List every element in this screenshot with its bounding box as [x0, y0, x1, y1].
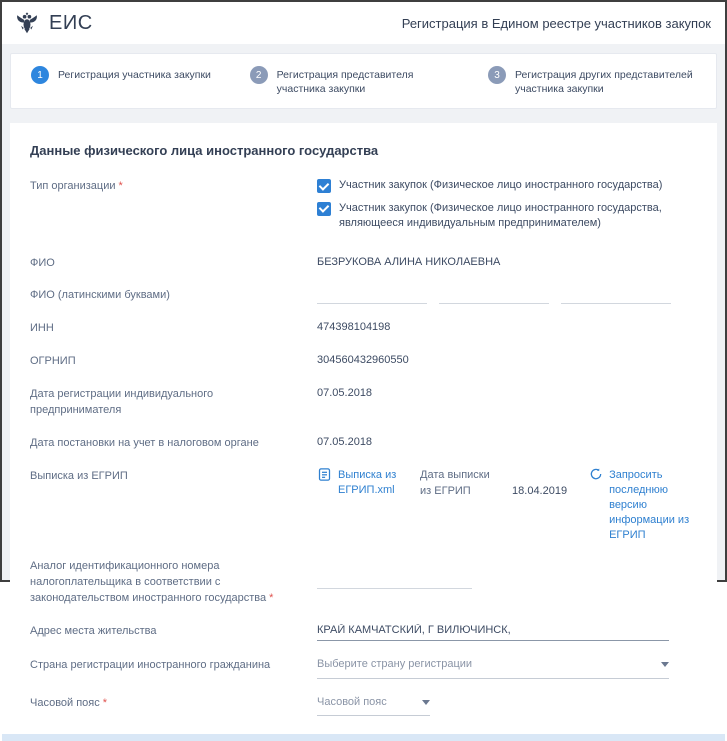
chevron-down-icon	[661, 662, 669, 667]
row-country	[30, 657, 697, 678]
tax-registration-date-label: Дата постановки на учет в налоговом органе	[30, 437, 259, 450]
registration-date-label: Дата регистрации индивидуального предпринимателя	[30, 388, 214, 417]
step-3-badge: 3	[488, 66, 506, 84]
tax-analog-label: Аналог идентификационного номера налогоплательщика в соответствии с законодательством иностранного государства *	[30, 560, 274, 605]
step-1-badge: 1	[31, 66, 49, 84]
tax-analog-field	[317, 558, 697, 589]
checkbox-foreign-entrepreneur[interactable]	[317, 202, 331, 216]
timezone-label: Часовой пояс *	[30, 696, 108, 709]
fio-value: БЕЗРУКОВА АЛИНА НИКОЛАЕВНА	[317, 255, 501, 268]
address-input[interactable]	[317, 624, 669, 641]
timezone-select-placeholder: Часовой пояс	[317, 695, 387, 708]
row-registration-date	[30, 386, 697, 419]
inn-value: 474398104198	[317, 321, 391, 334]
egrip-extract-date-label: Дата выписки из ЕГРИП	[420, 469, 490, 498]
fio-latin-label: ФИО (латинскими буквами)	[30, 289, 170, 302]
row-fio-latin	[30, 287, 697, 304]
required-asterisk: *	[102, 696, 108, 709]
checkbox-foreign-individual[interactable]	[317, 179, 331, 193]
ogrnip-value: 304560432960550	[317, 354, 409, 367]
tax-registration-date-value: 07.05.2018	[317, 436, 373, 449]
fio-latin-inputs	[317, 287, 697, 304]
row-inn	[30, 320, 697, 337]
required-asterisk: *	[118, 180, 123, 193]
required-asterisk: *	[269, 592, 274, 605]
row-timezone	[30, 695, 697, 716]
header	[2, 2, 725, 44]
egrip-extract-date	[420, 468, 567, 500]
step-3-other-representatives-registration[interactable]	[488, 66, 702, 96]
coat-of-arms-icon	[14, 10, 40, 36]
row-egrip-extract	[30, 468, 697, 542]
timezone-select[interactable]	[317, 695, 430, 716]
section-title: Данные физического лица иностранного государства	[30, 143, 379, 159]
row-org-type	[30, 178, 697, 238]
checkbox-foreign-entrepreneur-label: Участник закупок (Физическое лицо иностранного государства, являющееся индивидуальным предпринимателем)	[339, 201, 662, 230]
step-2-representative-registration[interactable]	[250, 66, 462, 96]
fio-label: ФИО	[30, 256, 55, 269]
fio-latin-firstname-input[interactable]	[439, 287, 549, 304]
checkbox-item-individual	[317, 178, 697, 193]
egrip-refresh-link-text: Запросить последнюю версию информации из ЕГРИП	[609, 469, 690, 541]
egrip-extract-value	[317, 468, 697, 542]
egrip-refresh-link[interactable]	[589, 468, 697, 542]
inn-label: ИНН	[30, 322, 54, 335]
logo-text: ЕИС	[49, 11, 93, 34]
row-tax-analog	[30, 558, 697, 607]
timezone-field	[317, 695, 697, 716]
step-2-badge: 2	[250, 66, 268, 84]
chevron-down-icon	[422, 700, 430, 705]
fio-latin-lastname-input[interactable]	[317, 287, 427, 304]
refresh-icon	[589, 467, 603, 481]
egrip-extract-label: Выписка из ЕГРИП	[30, 470, 128, 483]
country-select[interactable]	[317, 657, 669, 678]
eis-logo[interactable]	[14, 10, 93, 36]
row-ogrnip	[30, 353, 697, 370]
egrip-file-link-text: Выписка из ЕГРИП.xml	[338, 469, 397, 496]
step-1-label: Регистрация участника закупки	[58, 69, 211, 81]
row-fio	[30, 255, 697, 272]
tax-analog-input[interactable]	[317, 572, 472, 589]
registration-date-value: 07.05.2018	[317, 387, 373, 400]
step-1-participant-registration[interactable]	[31, 66, 224, 84]
fio-latin-middlename-input[interactable]	[561, 287, 671, 304]
row-tax-registration-date	[30, 435, 697, 452]
country-select-placeholder: Выберите страну регистрации	[317, 658, 473, 671]
ogrnip-label: ОГРНИП	[30, 355, 76, 368]
document-icon	[317, 467, 332, 482]
country-label: Страна регистрации иностранного гражданина	[30, 659, 271, 672]
checkbox-foreign-individual-label: Участник закупок (Физическое лицо иностранного государства)	[339, 179, 663, 192]
registration-stepper	[10, 53, 717, 109]
address-field	[317, 623, 697, 641]
checkbox-item-entrepreneur	[317, 201, 697, 232]
org-type-label: Тип организации *	[30, 180, 123, 193]
country-field	[317, 657, 697, 678]
step-2-label: Регистрация представителя участника закупки	[276, 69, 414, 96]
form-card	[10, 123, 717, 732]
footer-strip	[2, 734, 725, 741]
page-title: Регистрация в Едином реестре участников закупок	[401, 15, 711, 31]
egrip-extract-date-value: 18.04.2019	[512, 484, 568, 497]
step-3-label: Регистрация других представителей участника закупки	[514, 69, 693, 96]
address-label: Адрес места жительства	[30, 625, 157, 638]
org-type-checkboxes	[317, 178, 697, 238]
egrip-file-link[interactable]	[317, 468, 398, 498]
row-address	[30, 623, 697, 641]
